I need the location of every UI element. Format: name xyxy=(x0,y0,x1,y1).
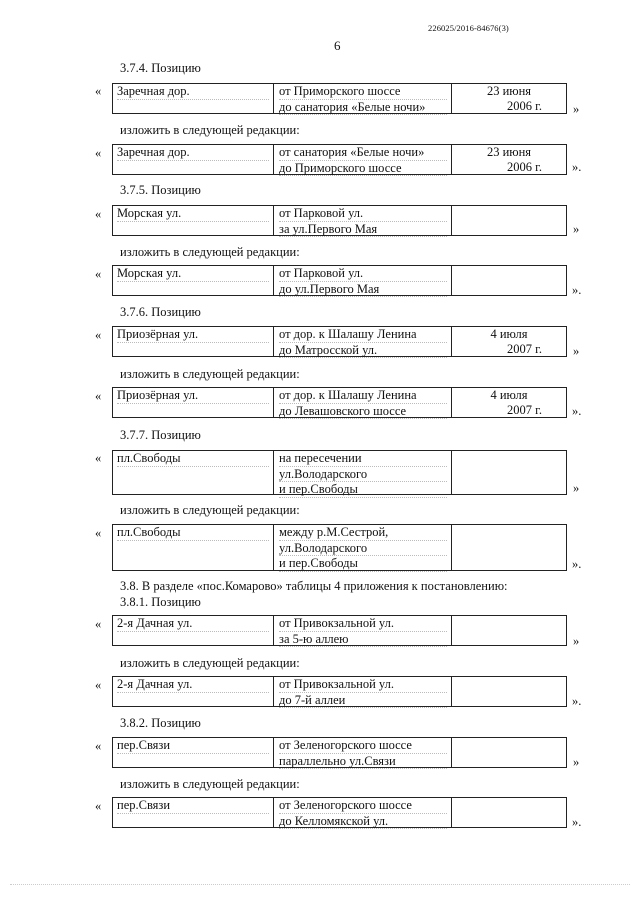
section-3-8-1-heading: 3.8.1. Позицию xyxy=(120,595,201,609)
street-name: Заречная дор. xyxy=(113,84,274,113)
table-3-7-5-new xyxy=(112,265,567,296)
quote-open: « xyxy=(95,526,102,540)
street-date xyxy=(452,616,566,645)
quote-close: » xyxy=(573,755,580,769)
table-3-7-6-new xyxy=(112,387,567,418)
street-range: от санатория «Белые ночи» до Приморского шоссе xyxy=(274,145,452,174)
street-range: от Парковой ул. за ул.Первого Мая xyxy=(274,206,452,235)
quote-open: « xyxy=(95,451,102,465)
street-range: от Приморского шоссе до санатория «Белые ночи» xyxy=(274,84,452,113)
quote-open: « xyxy=(95,389,102,403)
section-3-7-4-heading: 3.7.4. Позицию xyxy=(120,61,201,75)
table-3-7-5-old xyxy=(112,205,567,236)
quote-close: ». xyxy=(572,160,582,174)
street-name: пл.Свободы xyxy=(113,451,274,494)
quote-open: « xyxy=(95,267,102,281)
quote-open: « xyxy=(95,678,102,692)
street-date xyxy=(452,525,566,570)
quote-open: « xyxy=(95,739,102,753)
quote-close: » xyxy=(573,634,580,648)
intro-text: изложить в следующей редакции: xyxy=(120,656,300,670)
street-name: пл.Свободы xyxy=(113,525,274,570)
intro-text: изложить в следующей редакции: xyxy=(120,503,300,517)
table-3-7-6-old xyxy=(112,326,567,357)
street-range: между р.М.Сестрой, ул.Володарского и пер.Свободы xyxy=(274,525,452,570)
street-name: Приозёрная ул. xyxy=(113,327,274,356)
intro-text: изложить в следующей редакции: xyxy=(120,777,300,791)
section-3-7-7-heading: 3.7.7. Позицию xyxy=(120,428,201,442)
street-name: пер.Связи xyxy=(113,738,274,767)
quote-open: « xyxy=(95,799,102,813)
street-range: от дор. к Шалашу Ленина до Матросской ул. xyxy=(274,327,452,356)
table-3-7-4-old xyxy=(112,83,567,114)
street-date xyxy=(452,451,566,494)
section-3-7-5-heading: 3.7.5. Позицию xyxy=(120,183,201,197)
quote-close: ». xyxy=(572,815,582,829)
intro-text: изложить в следующей редакции: xyxy=(120,367,300,381)
street-range: от Привокзальной ул. до 7-й аллеи xyxy=(274,677,452,706)
street-name: пер.Связи xyxy=(113,798,274,827)
quote-close: » xyxy=(573,222,580,236)
intro-text: изложить в следующей редакции: xyxy=(120,245,300,259)
section-3-8-2-heading: 3.8.2. Позицию xyxy=(120,716,201,730)
street-range: на пересечении ул.Володарского и пер.Свободы xyxy=(274,451,452,494)
section-3-7-6-heading: 3.7.6. Позицию xyxy=(120,305,201,319)
page-number: 6 xyxy=(334,38,341,53)
street-date xyxy=(452,206,566,235)
street-name: Приозёрная ул. xyxy=(113,388,274,417)
street-name: 2-я Дачная ул. xyxy=(113,616,274,645)
street-name: Морская ул. xyxy=(113,266,274,295)
quote-close: ». xyxy=(572,283,582,297)
table-3-8-1-old xyxy=(112,615,567,646)
document-number: 226025/2016-84676(3) xyxy=(428,23,509,33)
street-date xyxy=(452,677,566,706)
street-range: от дор. к Шалашу Ленина до Левашовского шоссе xyxy=(274,388,452,417)
section-3-8-heading: 3.8. В разделе «пос.Комарово» таблицы 4 приложения к постановлению: xyxy=(120,579,508,593)
intro-text: изложить в следующей редакции: xyxy=(120,123,300,137)
street-range: от Привокзальной ул. за 5-ю аллею xyxy=(274,616,452,645)
table-3-7-7-old xyxy=(112,450,567,495)
quote-close: » xyxy=(573,344,580,358)
quote-open: « xyxy=(95,617,102,631)
street-name: Заречная дор. xyxy=(113,145,274,174)
table-3-7-4-new xyxy=(112,144,567,175)
street-date xyxy=(452,798,566,827)
quote-close: ». xyxy=(572,404,582,418)
street-range: от Парковой ул. до ул.Первого Мая xyxy=(274,266,452,295)
quote-close: ». xyxy=(572,557,582,571)
street-name: 2-я Дачная ул. xyxy=(113,677,274,706)
street-date xyxy=(452,266,566,295)
quote-open: « xyxy=(95,207,102,221)
quote-open: « xyxy=(95,84,102,98)
table-3-8-2-old xyxy=(112,737,567,768)
street-name: Морская ул. xyxy=(113,206,274,235)
table-3-8-1-new xyxy=(112,676,567,707)
quote-open: « xyxy=(95,328,102,342)
street-range: от Зеленогорского шоссе параллельно ул.Связи xyxy=(274,738,452,767)
quote-close: ». xyxy=(572,694,582,708)
street-date: 23 июня 2006 г. xyxy=(486,84,542,113)
street-date: 23 июня 2006 г. xyxy=(486,145,542,174)
table-3-7-7-new xyxy=(112,524,567,571)
quote-open: « xyxy=(95,146,102,160)
street-date xyxy=(452,738,566,767)
quote-close: » xyxy=(573,481,580,495)
quote-close: » xyxy=(573,102,580,116)
street-date: 4 июля 2007 г. xyxy=(490,388,542,417)
page-footer-divider xyxy=(10,884,630,885)
street-date: 4 июля 2007 г. xyxy=(490,327,542,356)
table-3-8-2-new xyxy=(112,797,567,828)
street-range: от Зеленогорского шоссе до Келломякской ул. xyxy=(274,798,452,827)
